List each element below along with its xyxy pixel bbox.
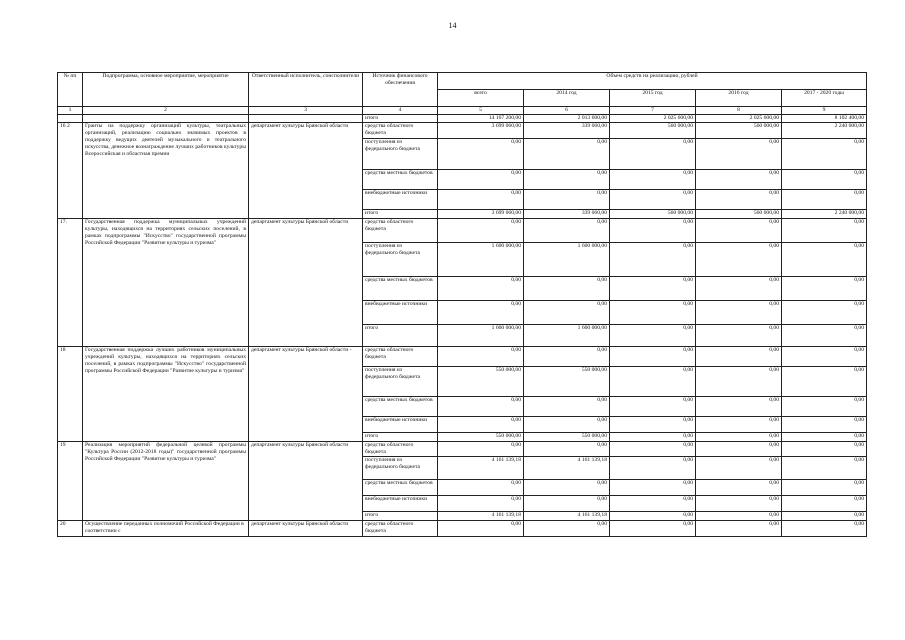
top-total-row bbox=[58, 115, 867, 123]
amount-cell: 0,00 bbox=[438, 218, 524, 242]
amount-cell: 0,00 bbox=[610, 511, 696, 520]
amount-cell: 3 699 060,00 bbox=[438, 122, 524, 138]
amount-cell: 0,00 bbox=[524, 416, 610, 432]
column-index: 5 bbox=[438, 107, 524, 115]
column-index: 8 bbox=[696, 107, 782, 115]
amount-cell: 0,00 bbox=[524, 276, 610, 300]
source-label: поступления из федерального бюджета bbox=[363, 456, 438, 479]
amount-cell: 0,00 bbox=[782, 396, 867, 416]
amount-cell: 0,00 bbox=[524, 218, 610, 242]
amount-cell: 8 102 400,00 bbox=[782, 115, 867, 123]
column-index: 2 bbox=[83, 107, 249, 115]
amount-cell: 550 000,00 bbox=[438, 366, 524, 396]
amount-cell: 550 000,00 bbox=[524, 432, 610, 441]
source-label: внебюджетные источники bbox=[363, 189, 438, 209]
item-number: 19 bbox=[58, 441, 83, 520]
source-label: поступления из федерального бюджета bbox=[363, 138, 438, 169]
column-index: 4 bbox=[363, 107, 438, 115]
amount-cell: 0,00 bbox=[438, 416, 524, 432]
amount-cell: 0,00 bbox=[438, 276, 524, 300]
amount-cell: 0,00 bbox=[782, 300, 867, 324]
executor-name: департамент культуры Брянской области bbox=[249, 520, 363, 536]
amount-cell: 0,00 bbox=[696, 396, 782, 416]
amount-cell: 0,00 bbox=[696, 138, 782, 169]
header-2015: 2015 год bbox=[610, 90, 696, 107]
source-row bbox=[58, 520, 867, 536]
amount-cell: 0,00 bbox=[782, 456, 867, 479]
amount-cell: 0,00 bbox=[610, 169, 696, 189]
executor-name: департамент культуры Брянской области bbox=[249, 441, 363, 520]
source-label: средства местных бюджетов bbox=[363, 276, 438, 300]
amount-cell: 0,00 bbox=[524, 495, 610, 511]
amount-cell: 1 600 000,00 bbox=[438, 242, 524, 276]
amount-cell: 0,00 bbox=[782, 346, 867, 366]
executor-name: департамент культуры Брянской области bbox=[249, 122, 363, 218]
amount-cell: 0,00 bbox=[610, 520, 696, 536]
amount-cell: 1 600 000,00 bbox=[524, 324, 610, 346]
amount-cell: 0,00 bbox=[782, 432, 867, 441]
source-label: средства областного бюджета bbox=[363, 122, 438, 138]
header-no: № пп bbox=[58, 73, 83, 107]
item-number: 18 bbox=[58, 346, 83, 441]
funding-table bbox=[57, 72, 867, 537]
amount-cell: 0,00 bbox=[524, 396, 610, 416]
program-name: Государственная поддержка муниципальных учреждений культуры, находящихся на территориях сельских поселений, в рамках подпрограммы "Искусство" государственной программы Российской Федерации "Развитие культуры и туризма" bbox=[83, 218, 249, 346]
amount-cell: 1 600 000,00 bbox=[438, 324, 524, 346]
item-number: 16 2 bbox=[58, 122, 83, 218]
amount-cell: 0,00 bbox=[696, 456, 782, 479]
amount-cell: 0,00 bbox=[782, 218, 867, 242]
header-total: всего bbox=[438, 90, 524, 107]
amount-cell: 0,00 bbox=[610, 324, 696, 346]
amount-cell: 0,00 bbox=[696, 189, 782, 209]
amount-cell: 0,00 bbox=[782, 511, 867, 520]
source-label: средства местных бюджетов bbox=[363, 169, 438, 189]
amount-cell: 0,00 bbox=[438, 520, 524, 536]
amount-cell: 0,00 bbox=[782, 276, 867, 300]
amount-cell: 2 240 000,00 bbox=[782, 209, 867, 218]
amount-cell: 4 161 139,18 bbox=[438, 511, 524, 520]
column-index: 6 bbox=[524, 107, 610, 115]
amount-cell: 339 060,00 bbox=[524, 122, 610, 138]
amount-cell: 0,00 bbox=[696, 169, 782, 189]
amount-cell: 550 000,00 bbox=[438, 432, 524, 441]
amount-cell: 0,00 bbox=[696, 218, 782, 242]
amount-cell: 0,00 bbox=[782, 366, 867, 396]
amount-cell: 2 025 600,00 bbox=[696, 115, 782, 123]
amount-cell: 0,00 bbox=[610, 456, 696, 479]
amount-cell: 0,00 bbox=[610, 366, 696, 396]
source-label: средства местных бюджетов bbox=[363, 479, 438, 495]
amount-cell: 0,00 bbox=[524, 346, 610, 366]
amount-cell: 0,00 bbox=[438, 495, 524, 511]
source-label: поступления из федерального бюджета bbox=[363, 242, 438, 276]
amount-cell: 0,00 bbox=[782, 242, 867, 276]
header-source: Источник финансового обеспечения bbox=[363, 73, 438, 107]
amount-cell: 0,00 bbox=[610, 441, 696, 456]
source-row bbox=[58, 441, 867, 456]
amount-cell: 1 600 000,00 bbox=[524, 242, 610, 276]
amount-cell: 0,00 bbox=[610, 276, 696, 300]
amount-cell: 2 013 600,00 bbox=[524, 115, 610, 123]
source-label: итого bbox=[363, 209, 438, 218]
source-label: внебюджетные источники bbox=[363, 300, 438, 324]
amount-cell: 4 161 139,18 bbox=[524, 511, 610, 520]
amount-cell: 0,00 bbox=[782, 441, 867, 456]
amount-cell: 0,00 bbox=[438, 300, 524, 324]
amount-cell: 339 060,00 bbox=[524, 209, 610, 218]
header-2016: 2016 год bbox=[696, 90, 782, 107]
amount-cell: 0,00 bbox=[610, 300, 696, 324]
amount-cell: 0,00 bbox=[782, 479, 867, 495]
header-2014: 2014 год bbox=[524, 90, 610, 107]
amount-cell: 2 025 600,00 bbox=[610, 115, 696, 123]
amount-cell: 0,00 bbox=[782, 189, 867, 209]
program-name: Гранты на поддержку организаций культуры, театральных организаций, реализацию социально значимых проектов в поддержку ведущих деятелей музыкального и театрального искусства, денежное вознаграждение лучших работников культуры Всероссийская и областная премии bbox=[83, 122, 249, 218]
amount-cell: 0,00 bbox=[610, 396, 696, 416]
source-label: итого bbox=[363, 324, 438, 346]
amount-cell: 0,00 bbox=[696, 346, 782, 366]
amount-cell: 0,00 bbox=[696, 324, 782, 346]
amount-cell: 3 699 060,00 bbox=[438, 209, 524, 218]
source-label: средства областного бюджета bbox=[363, 218, 438, 242]
amount-cell: 2 240 000,00 bbox=[782, 122, 867, 138]
page-number: 14 bbox=[448, 21, 457, 30]
amount-cell: 4 161 139,18 bbox=[438, 456, 524, 479]
amount-cell: 0,00 bbox=[438, 396, 524, 416]
amount-cell: 0,00 bbox=[782, 495, 867, 511]
source-label: внебюджетные источники bbox=[363, 495, 438, 511]
amount-cell: 0,00 bbox=[610, 495, 696, 511]
column-index: 1 bbox=[58, 107, 83, 115]
amount-cell: 0,00 bbox=[696, 495, 782, 511]
amount-cell: 0,00 bbox=[524, 189, 610, 209]
amount-cell: 0,00 bbox=[524, 520, 610, 536]
header-2017-2020: 2017 - 2020 годы bbox=[782, 90, 867, 107]
amount-cell: 0,00 bbox=[782, 138, 867, 169]
item-number: 20 bbox=[58, 520, 83, 536]
source-label: итого bbox=[363, 115, 438, 123]
amount-cell: 0,00 bbox=[696, 276, 782, 300]
source-label: средства областного бюджета bbox=[363, 346, 438, 366]
amount-cell: 0,00 bbox=[696, 511, 782, 520]
column-index: 7 bbox=[610, 107, 696, 115]
amount-cell: 0,00 bbox=[696, 441, 782, 456]
amount-cell: 560 000,00 bbox=[696, 122, 782, 138]
amount-cell: 0,00 bbox=[610, 346, 696, 366]
amount-cell: 0,00 bbox=[524, 169, 610, 189]
source-row bbox=[58, 122, 867, 138]
amount-cell: 0,00 bbox=[524, 300, 610, 324]
amount-cell: 0,00 bbox=[610, 189, 696, 209]
program-name: Осуществление переданных полномочий Российской Федерации в соответствии с bbox=[83, 520, 249, 536]
amount-cell: 0,00 bbox=[610, 138, 696, 169]
amount-cell: 14 167 200,00 bbox=[438, 115, 524, 123]
amount-cell: 550 000,00 bbox=[524, 366, 610, 396]
amount-cell: 0,00 bbox=[438, 479, 524, 495]
header-volume: Объем средств на реализацию, рублей bbox=[438, 73, 867, 90]
executor-name: департамент культуры Брянской области bbox=[249, 218, 363, 346]
source-label: средства областного бюджета bbox=[363, 520, 438, 536]
amount-cell: 0,00 bbox=[696, 416, 782, 432]
amount-cell: 0,00 bbox=[438, 346, 524, 366]
source-row bbox=[58, 346, 867, 366]
source-label: средства областного бюджета bbox=[363, 441, 438, 456]
amount-cell: 0,00 bbox=[782, 324, 867, 346]
column-index-row bbox=[58, 107, 867, 115]
amount-cell: 0,00 bbox=[696, 432, 782, 441]
amount-cell: 560 000,00 bbox=[610, 122, 696, 138]
header-executor: Ответственный исполнитель, соисполнители bbox=[249, 73, 363, 107]
amount-cell: 0,00 bbox=[438, 189, 524, 209]
item-number: 17. bbox=[58, 218, 83, 346]
amount-cell: 0,00 bbox=[610, 416, 696, 432]
amount-cell: 0,00 bbox=[696, 242, 782, 276]
source-label: внебюджетные источники bbox=[363, 416, 438, 432]
amount-cell: 0,00 bbox=[524, 479, 610, 495]
program-name: Реализация мероприятий федеральной целевой программы "Культура России (2012-2018 годы)" государственной программы Российской Федерации "Развитие культуры и туризма" bbox=[83, 441, 249, 520]
amount-cell: 0,00 bbox=[782, 416, 867, 432]
source-label: итого bbox=[363, 511, 438, 520]
amount-cell: 0,00 bbox=[696, 300, 782, 324]
source-label: поступления из федерального бюджета bbox=[363, 366, 438, 396]
amount-cell: 0,00 bbox=[610, 242, 696, 276]
amount-cell: 560 000,00 bbox=[696, 209, 782, 218]
amount-cell: 0,00 bbox=[696, 479, 782, 495]
amount-cell: 4 161 139,18 bbox=[524, 456, 610, 479]
amount-cell: 0,00 bbox=[524, 138, 610, 169]
amount-cell: 0,00 bbox=[438, 138, 524, 169]
column-index: 3 bbox=[249, 107, 363, 115]
executor-name: департамент культуры Брянской области - bbox=[249, 346, 363, 441]
source-row bbox=[58, 218, 867, 242]
amount-cell: 0,00 bbox=[782, 169, 867, 189]
amount-cell: 0,00 bbox=[610, 479, 696, 495]
column-index: 9 bbox=[782, 107, 867, 115]
amount-cell: 0,00 bbox=[438, 169, 524, 189]
amount-cell: 0,00 bbox=[438, 441, 524, 456]
header-program: Подпрограмма, основное мероприятие, мероприятие bbox=[83, 73, 249, 107]
source-label: итого bbox=[363, 432, 438, 441]
amount-cell: 0,00 bbox=[696, 366, 782, 396]
amount-cell: 0,00 bbox=[696, 520, 782, 536]
source-label: средства местных бюджетов bbox=[363, 396, 438, 416]
amount-cell: 0,00 bbox=[610, 218, 696, 242]
amount-cell: 0,00 bbox=[610, 432, 696, 441]
amount-cell: 0,00 bbox=[524, 441, 610, 456]
amount-cell: 0,00 bbox=[782, 520, 867, 536]
amount-cell: 560 000,00 bbox=[610, 209, 696, 218]
program-name: Государственная поддержка лучших работников муниципальных учреждений культуры, находящихся на территориях сельских поселений, в рамках подпрограммы "Искусство" государственной программы Российской Федерации "Развитие культуры и туризма" bbox=[83, 346, 249, 441]
